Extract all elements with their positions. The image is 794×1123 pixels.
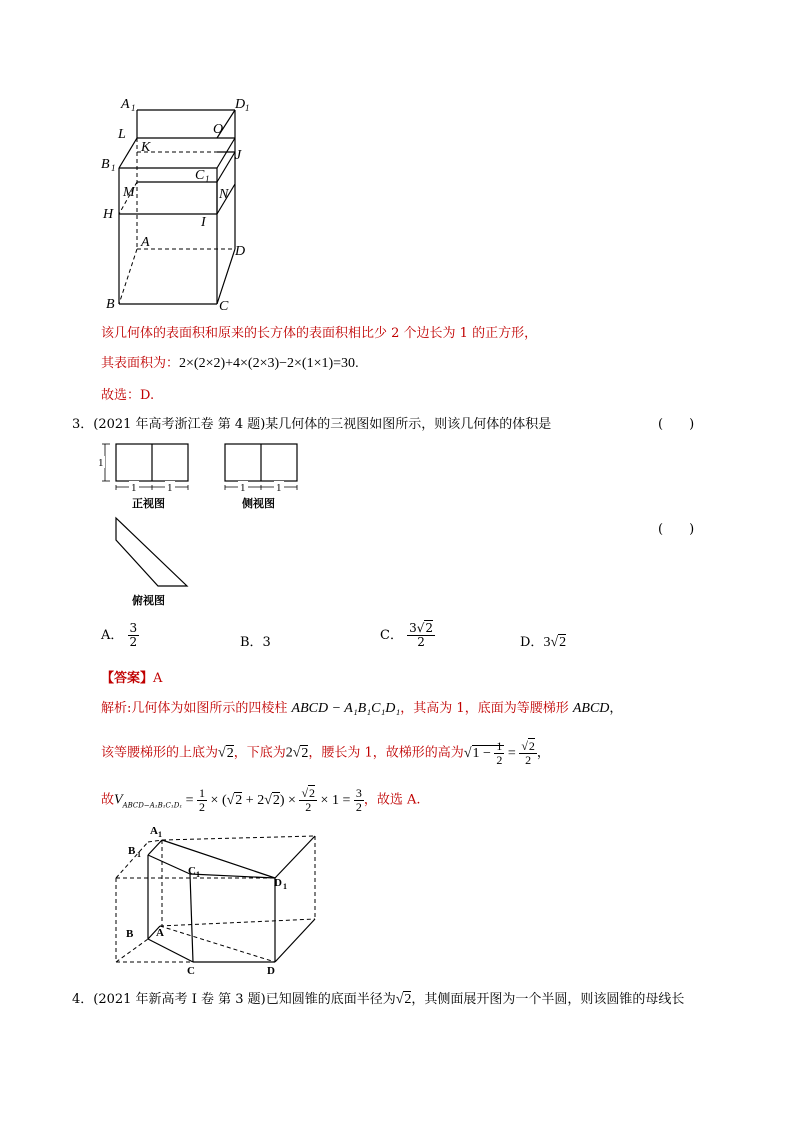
label-B1-sub: 1 (111, 163, 116, 173)
question-3-text: 3．(2021 年高考浙江卷 第 4 题)某几何体的三视图如图所示，则该几何体的体积是 (72, 417, 552, 432)
explanation-line-1: 该几何体的表面积和原来的长方体的表面积相比少 2 个边长为 1 的正方形， (101, 326, 538, 341)
svg-text:1: 1 (137, 850, 141, 859)
label-L: L (118, 127, 126, 142)
svg-text:1: 1 (196, 870, 200, 879)
option-b: B．3 (240, 635, 271, 650)
surface-area-period: . (355, 356, 359, 371)
figure-prism-in-box (110, 822, 335, 977)
front-width-right: 1 (167, 482, 173, 494)
option-a (101, 622, 139, 649)
option-d: D．3√2 (520, 635, 567, 650)
label-I: I (201, 215, 206, 230)
answer-value: A (153, 671, 163, 686)
label-A1-sub: 1 (131, 103, 136, 113)
label-N: N (219, 187, 229, 202)
label-D1-sub: 1 (245, 103, 250, 113)
label-H: H (103, 207, 114, 222)
explanation-q3-line-2: 该等腰梯形的上底为√2，下底为2√2，腰长为 1，故梯形的高为√1 − $\frac{1}{2}$ = $\frac{√2}{2}$ ， (101, 739, 550, 767)
surface-area-prefix: 其表面积为： (101, 356, 180, 371)
svg-text:1: 1 (283, 882, 287, 891)
front-width-left: 1 (131, 482, 137, 494)
label-M: M (123, 185, 135, 200)
label-C: C (219, 299, 229, 314)
label-A1: A (121, 97, 130, 112)
answer-tag: 【答案】 (101, 671, 154, 686)
explanation-line-2 (101, 352, 359, 372)
fig2-label-D1: D (274, 877, 282, 889)
option-c (380, 622, 435, 649)
option-c-label: C． (380, 628, 403, 643)
label-C1: C (195, 168, 205, 183)
side-width-right: 1 (276, 482, 282, 494)
fig2-label-A: A (156, 927, 164, 939)
label-C1-sub: 1 (205, 174, 210, 184)
explanation-q3-line-1: 解析:几何体为如图所示的四棱柱 ABCD − A₁B₁C₁D₁，其高为 1，底面为等腰梯形 ABCD， (101, 701, 623, 716)
fig2-label-C1: C (188, 865, 196, 877)
front-view-label: 正视图 (132, 498, 165, 510)
fig2-label-A1: A (150, 825, 158, 837)
fig2-label-B: B (126, 928, 134, 940)
explanation-line-3: 故选：D. (101, 388, 155, 403)
svg-text:1: 1 (158, 830, 162, 839)
label-O: O (213, 122, 224, 137)
question-3-answer-blank-2: ( ) (658, 522, 695, 537)
question-4-text: 4．(2021 年新高考 I 卷 第 3 题)已知圆锥的底面半径为√2，其侧面展开图为一个半圆，则该圆锥的母线长 (72, 992, 685, 1007)
option-a-fraction: $\frac{3}{2}$ (129, 621, 138, 649)
height-dimension: 1 (98, 457, 104, 469)
option-d-label: D． (520, 635, 544, 650)
label-B: B (106, 297, 115, 312)
top-view-label: 俯视图 (132, 595, 165, 607)
explanation-q3-line-3: 故$V_{ABCD-A_1B_1C_1D_1}$ = $\frac{1}{2}$ × (√2 + 2√2) × $\frac{√2}{2}$ × 1 = $\frac{3}{2}$ ，故选 A. (101, 786, 421, 814)
top-view-outline (116, 518, 187, 586)
side-view-label: 侧视图 (242, 498, 275, 510)
question-3-answer-blank: ( ) (658, 417, 695, 432)
option-a-label: A． (101, 628, 124, 643)
three-view-drawing (96, 438, 306, 610)
surface-area-formula: 2×(2×2)+4×(2×3)−2×(1×1)=30 (179, 356, 356, 371)
label-B1: B (101, 157, 110, 172)
fig2-label-C: C (187, 965, 195, 977)
label-K: K (141, 140, 151, 155)
fig2-label-B1: B (128, 845, 136, 857)
answer-line (101, 667, 162, 686)
label-D: D (235, 244, 246, 259)
label-J: J (235, 148, 242, 163)
label-D1: D (235, 97, 246, 112)
fig2-label-D: D (267, 965, 275, 977)
figure-box-cut (95, 92, 265, 317)
side-width-left: 1 (240, 482, 246, 494)
label-A: A (141, 235, 150, 250)
option-c-fraction: $\frac{3√2}{2}$ (409, 621, 434, 649)
